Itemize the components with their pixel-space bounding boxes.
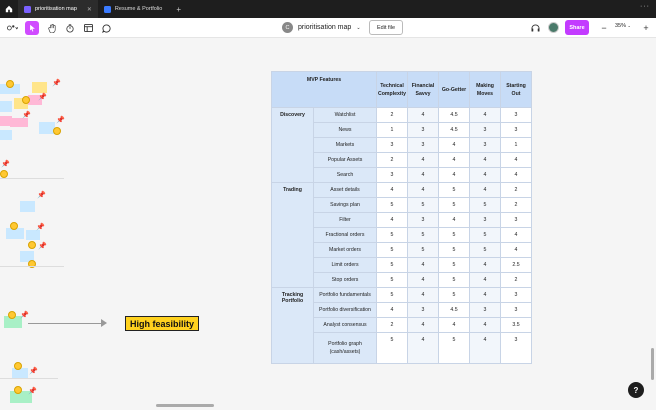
home-icon[interactable] bbox=[0, 0, 18, 18]
value-cell: 4.5 bbox=[439, 123, 470, 138]
sticky-note[interactable] bbox=[26, 230, 40, 240]
value-cell: 4.5 bbox=[439, 303, 470, 318]
sticky-note[interactable] bbox=[10, 118, 28, 127]
emoji-reaction-icon bbox=[6, 80, 14, 88]
value-cell: 5 bbox=[439, 228, 470, 243]
feature-cell: Stop orders bbox=[314, 273, 377, 288]
window-titlebar bbox=[0, 0, 656, 18]
value-cell: 5 bbox=[377, 258, 408, 273]
value-cell: 4.5 bbox=[439, 108, 470, 123]
value-cell: 4 bbox=[377, 213, 408, 228]
value-cell: 3 bbox=[501, 303, 532, 318]
headphones-icon[interactable] bbox=[528, 21, 542, 35]
value-cell: 5 bbox=[408, 243, 439, 258]
pin-icon: 📌 bbox=[52, 80, 61, 87]
value-cell: 4 bbox=[408, 258, 439, 273]
value-cell: 5 bbox=[377, 288, 408, 303]
feature-cell: Search bbox=[314, 168, 377, 183]
value-cell: 5 bbox=[439, 198, 470, 213]
chevron-down-icon: ⌄ bbox=[356, 24, 361, 31]
feature-cell: Analyst consensus bbox=[314, 318, 377, 333]
header-technical-complexity: Technical Complexity bbox=[377, 72, 408, 108]
pin-icon: 📌 bbox=[38, 94, 47, 101]
feature-cell: Limit orders bbox=[314, 258, 377, 273]
table-row[interactable] bbox=[272, 183, 532, 198]
zoom-out-icon[interactable]: − bbox=[601, 23, 607, 33]
pin-icon: 📌 bbox=[38, 243, 47, 250]
section-divider bbox=[0, 378, 58, 379]
value-cell: 4 bbox=[501, 243, 532, 258]
feature-cell: Fractional orders bbox=[314, 228, 377, 243]
zoom-level[interactable] bbox=[615, 23, 631, 29]
value-cell: 4 bbox=[408, 273, 439, 288]
hand-tool-icon[interactable] bbox=[45, 21, 59, 35]
value-cell: 4 bbox=[470, 273, 501, 288]
value-cell: 2 bbox=[377, 108, 408, 123]
emoji-reaction-icon bbox=[14, 386, 22, 394]
value-cell: 3 bbox=[408, 213, 439, 228]
value-cell: 4 bbox=[501, 168, 532, 183]
close-icon[interactable]: ✕ bbox=[86, 6, 92, 13]
value-cell: 4 bbox=[408, 168, 439, 183]
layout-icon[interactable] bbox=[81, 21, 95, 35]
value-cell: 2 bbox=[377, 318, 408, 333]
zoom-in-icon[interactable]: + bbox=[643, 23, 649, 33]
tab-label: Resume & Portfolio bbox=[114, 6, 163, 12]
value-cell: 5 bbox=[408, 228, 439, 243]
design-file-icon bbox=[104, 6, 111, 13]
user-avatar[interactable] bbox=[548, 22, 559, 33]
main-toolbar bbox=[0, 18, 656, 38]
value-cell: 4 bbox=[470, 108, 501, 123]
value-cell: 5 bbox=[470, 243, 501, 258]
value-cell: 4 bbox=[408, 183, 439, 198]
value-cell: 4 bbox=[470, 258, 501, 273]
sticky-note[interactable] bbox=[20, 201, 35, 212]
value-cell: 3 bbox=[408, 123, 439, 138]
category-trading: Trading bbox=[272, 183, 314, 288]
tab-prioritisation-map[interactable] bbox=[18, 0, 98, 18]
horizontal-scrollbar[interactable] bbox=[156, 404, 214, 407]
value-cell: 5 bbox=[377, 228, 408, 243]
value-cell: 4 bbox=[408, 318, 439, 333]
feature-cell: Filter bbox=[314, 213, 377, 228]
feature-cell: Asset details bbox=[314, 183, 377, 198]
help-button[interactable]: ? bbox=[628, 382, 644, 398]
board-canvas[interactable] bbox=[0, 38, 656, 410]
value-cell: 1 bbox=[377, 123, 408, 138]
value-cell: 1 bbox=[501, 138, 532, 153]
value-cell: 2 bbox=[501, 198, 532, 213]
value-cell: 4 bbox=[439, 318, 470, 333]
value-cell: 4 bbox=[470, 168, 501, 183]
value-cell: 2 bbox=[501, 183, 532, 198]
value-cell: 3 bbox=[501, 333, 532, 364]
emoji-reaction-icon bbox=[0, 170, 8, 178]
value-cell: 5 bbox=[470, 228, 501, 243]
value-cell: 4 bbox=[377, 303, 408, 318]
header-financial-savvy: Financial Savvy bbox=[408, 72, 439, 108]
sticky-note[interactable] bbox=[32, 82, 47, 93]
value-cell: 2 bbox=[501, 273, 532, 288]
pin-icon: 📌 bbox=[56, 117, 65, 124]
emoji-reaction-icon bbox=[8, 311, 16, 319]
connector-arrow[interactable] bbox=[28, 323, 104, 324]
value-cell: 4 bbox=[408, 153, 439, 168]
value-cell: 5 bbox=[439, 273, 470, 288]
value-cell: 5 bbox=[439, 333, 470, 364]
edit-file-button[interactable]: Edit file bbox=[369, 20, 403, 35]
share-button[interactable]: Share bbox=[565, 20, 589, 35]
comment-icon[interactable] bbox=[99, 21, 113, 35]
value-cell: 2.5 bbox=[501, 258, 532, 273]
feature-cell: Portfolio graph (cash/assets) bbox=[314, 333, 377, 364]
value-cell: 5 bbox=[439, 288, 470, 303]
section-divider bbox=[0, 266, 64, 267]
document-title: prioritisation map bbox=[298, 24, 352, 31]
value-cell: 4 bbox=[501, 228, 532, 243]
value-cell: 5 bbox=[439, 243, 470, 258]
document-title-group[interactable] bbox=[282, 22, 361, 33]
value-cell: 5 bbox=[377, 243, 408, 258]
value-cell: 3 bbox=[470, 303, 501, 318]
value-cell: 4 bbox=[470, 333, 501, 364]
value-cell: 5 bbox=[377, 333, 408, 364]
timer-icon[interactable] bbox=[63, 21, 77, 35]
value-cell: 4 bbox=[439, 153, 470, 168]
value-cell: 3 bbox=[501, 213, 532, 228]
value-cell: 4 bbox=[408, 108, 439, 123]
move-tool-icon[interactable] bbox=[25, 21, 39, 35]
value-cell: 3 bbox=[408, 138, 439, 153]
table-row[interactable] bbox=[272, 108, 532, 123]
value-cell: 3 bbox=[408, 303, 439, 318]
table-header-row bbox=[272, 72, 532, 108]
zoom-value: 35% bbox=[615, 23, 627, 29]
value-cell: 4 bbox=[470, 288, 501, 303]
value-cell: 5 bbox=[408, 198, 439, 213]
header-making-moves: Making Moves bbox=[470, 72, 501, 108]
sticky-note[interactable] bbox=[0, 101, 12, 112]
main-menu-icon[interactable] bbox=[4, 21, 20, 35]
tab-label: prioritisation map bbox=[35, 6, 77, 12]
value-cell: 3 bbox=[470, 213, 501, 228]
value-cell: 5 bbox=[377, 198, 408, 213]
category-discovery: Discovery bbox=[272, 108, 314, 183]
chevron-down-icon: ⌄ bbox=[627, 23, 631, 28]
arrow-head bbox=[101, 319, 107, 327]
value-cell: 4 bbox=[439, 213, 470, 228]
value-cell: 2 bbox=[377, 153, 408, 168]
value-cell: 3 bbox=[377, 168, 408, 183]
value-cell: 4 bbox=[439, 138, 470, 153]
section-divider bbox=[0, 178, 64, 179]
header-go-getter: Go-Getter bbox=[439, 72, 470, 108]
value-cell: 3 bbox=[470, 123, 501, 138]
value-cell: 5 bbox=[439, 183, 470, 198]
feature-cell: Markets bbox=[314, 138, 377, 153]
high-feasibility-label[interactable]: High feasibility bbox=[125, 316, 199, 331]
new-tab-button[interactable]: + bbox=[176, 4, 181, 14]
value-cell: 3 bbox=[470, 138, 501, 153]
feature-cell: Market orders bbox=[314, 243, 377, 258]
emoji-reaction-icon bbox=[53, 127, 61, 135]
feature-cell: Portfolio fundamentals bbox=[314, 288, 377, 303]
emoji-reaction-icon bbox=[10, 222, 18, 230]
value-cell: 3 bbox=[501, 123, 532, 138]
feature-cell: Popular Assets bbox=[314, 153, 377, 168]
value-cell: 3.5 bbox=[501, 318, 532, 333]
table-row[interactable] bbox=[272, 288, 532, 303]
value-cell: 4 bbox=[501, 153, 532, 168]
value-cell: 4 bbox=[377, 183, 408, 198]
value-cell: 3 bbox=[501, 108, 532, 123]
header-mvp-features: MVP Features bbox=[272, 72, 377, 108]
header-starting-out: Starting Out bbox=[501, 72, 532, 108]
mvp-features-table[interactable] bbox=[271, 71, 532, 364]
emoji-reaction-icon bbox=[28, 241, 36, 249]
tab-resume-portfolio[interactable] bbox=[98, 0, 168, 18]
value-cell: 3 bbox=[501, 288, 532, 303]
feature-cell: News bbox=[314, 123, 377, 138]
emoji-reaction-icon bbox=[22, 96, 30, 104]
value-cell: 4 bbox=[470, 183, 501, 198]
value-cell: 3 bbox=[377, 138, 408, 153]
value-cell: 5 bbox=[439, 258, 470, 273]
value-cell: 5 bbox=[470, 198, 501, 213]
pin-icon: 📌 bbox=[36, 224, 45, 231]
value-cell: 4 bbox=[470, 153, 501, 168]
pin-icon: 📌 bbox=[37, 192, 46, 199]
value-cell: 4 bbox=[408, 333, 439, 364]
pin-icon: 📌 bbox=[20, 312, 29, 319]
pin-icon: 📌 bbox=[22, 112, 31, 119]
more-icon[interactable]: ··· bbox=[640, 3, 650, 10]
sticky-note[interactable] bbox=[0, 130, 12, 140]
pin-icon: 📌 bbox=[1, 161, 10, 168]
value-cell: 4 bbox=[439, 168, 470, 183]
pin-icon: 📌 bbox=[29, 368, 38, 375]
pin-icon: 📌 bbox=[28, 388, 37, 395]
team-avatar: C bbox=[282, 22, 293, 33]
category-tracking-portfolio: Tracking Portfolio bbox=[272, 288, 314, 364]
value-cell: 4 bbox=[470, 318, 501, 333]
feature-cell: Watchlist bbox=[314, 108, 377, 123]
feature-cell: Portfolio diversification bbox=[314, 303, 377, 318]
value-cell: 4 bbox=[408, 288, 439, 303]
emoji-reaction-icon bbox=[14, 362, 22, 370]
value-cell: 5 bbox=[377, 273, 408, 288]
vertical-scrollbar[interactable] bbox=[651, 348, 654, 380]
feature-cell: Savings plan bbox=[314, 198, 377, 213]
figjam-file-icon bbox=[24, 6, 31, 13]
